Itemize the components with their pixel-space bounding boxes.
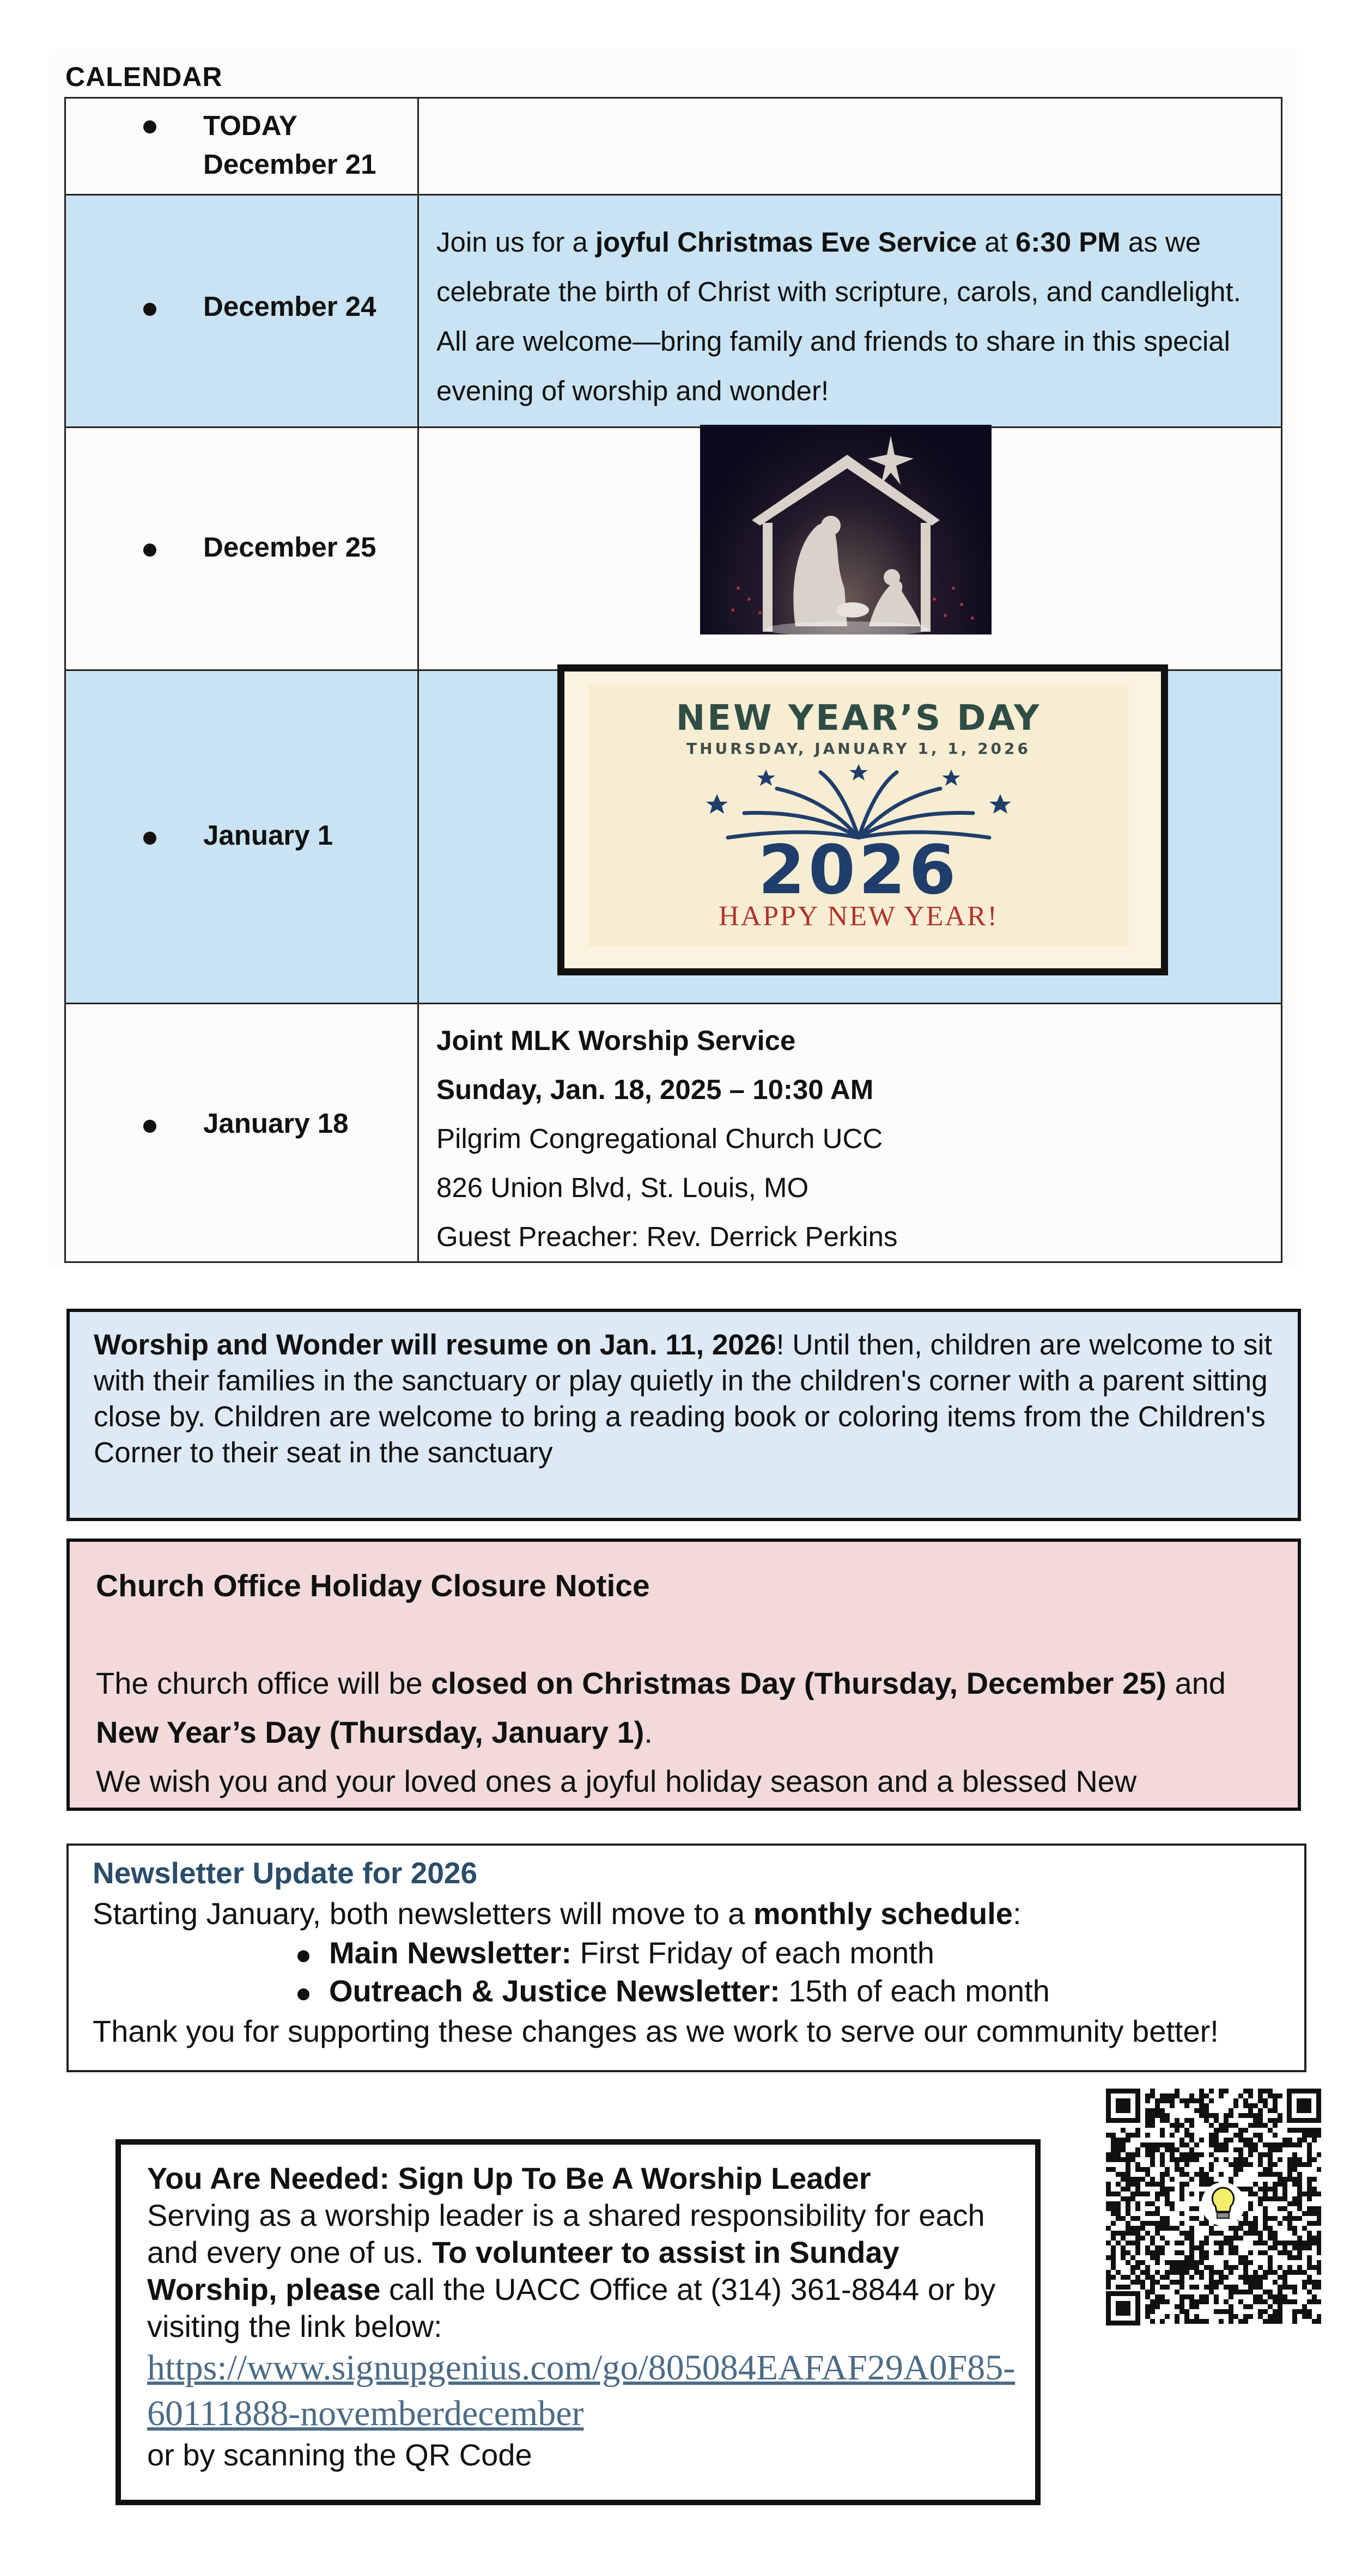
worship-leader-content bbox=[147, 2160, 1024, 2474]
mlk-venue: Pilgrim Congregational Church UCC bbox=[436, 1123, 883, 1154]
worship-leader-closing: or by scanning the QR Code bbox=[147, 2438, 532, 2472]
date-label: January 1 bbox=[203, 820, 333, 851]
newsletter-item-text: First Friday of each month bbox=[571, 1936, 935, 1970]
event-cell bbox=[418, 1004, 1282, 1262]
newsletter-intro bbox=[93, 1896, 1021, 1931]
mlk-datetime: Sunday, Jan. 18, 2025 – 10:30 AM bbox=[436, 1074, 874, 1105]
date-label: January 18 bbox=[203, 1108, 349, 1139]
mlk-service-details bbox=[419, 1004, 1281, 1261]
ny-greeting: HAPPY NEW YEAR! bbox=[719, 901, 999, 932]
bullet-icon bbox=[143, 303, 156, 316]
closure-title: Church Office Holiday Closure Notice bbox=[96, 1568, 650, 1603]
newsletter-item-main bbox=[329, 1935, 934, 1970]
calendar-heading: CALENDAR bbox=[65, 62, 223, 92]
event-text: as we celebrate the birth of Christ with scripture, carols, and candlelight. All are welcome—bring family and friends to share in this special evening of worship and wonder! bbox=[436, 227, 1241, 406]
event-cell bbox=[418, 195, 1282, 428]
newsletter-intro-text: : bbox=[1012, 1896, 1021, 1931]
closure-christmas: closed on Christmas Day (Thursday, December 25) bbox=[431, 1666, 1166, 1700]
nativity-image bbox=[700, 425, 992, 634]
newsletter-item-label: Outreach & Justice Newsletter: bbox=[329, 1974, 780, 2008]
newsletter-item-label: Main Newsletter: bbox=[329, 1936, 571, 1970]
closure-body bbox=[96, 1659, 1278, 1806]
worship-wonder-text bbox=[70, 1312, 1298, 1486]
date-december-21: December 21 bbox=[203, 149, 376, 180]
mlk-address: 826 Union Blvd, St. Louis, MO bbox=[436, 1172, 809, 1203]
closure-text: The church office will be bbox=[96, 1666, 431, 1700]
ny-year: 2026 bbox=[758, 831, 959, 909]
worship-wonder-body: ! Until then, children are welcome to sit with their families in the sanctuary or play quietly in the children's corner with a parent sitting close by. Children are welcome to bring a reading book or coloring items from the Children's Corner to their seat in the sanctuary bbox=[94, 1329, 1272, 1469]
calendar-row-january-18 bbox=[65, 1004, 1282, 1262]
worship-leader-body bbox=[147, 2197, 1024, 2345]
bullet-icon bbox=[143, 1120, 156, 1133]
ny-subtitle: THURSDAY, JANUARY 1, 1, 2026 bbox=[686, 740, 1031, 758]
date-cell bbox=[65, 98, 418, 195]
bullet-icon bbox=[143, 544, 156, 557]
event-cell bbox=[418, 98, 1282, 195]
bullet-icon bbox=[297, 1950, 309, 1962]
closure-text: . bbox=[644, 1715, 653, 1749]
event-time: 6:30 PM bbox=[1016, 227, 1121, 258]
worship-leader-text: call the UACC Office at (314) 361-8844 or by visiting the link below: bbox=[147, 2272, 996, 2343]
newsletter-item-outreach bbox=[329, 1973, 1050, 2009]
qr-code[interactable] bbox=[1106, 2089, 1321, 2325]
date-cell bbox=[65, 670, 418, 1004]
bullet-icon bbox=[143, 832, 156, 845]
date-label: December 25 bbox=[203, 532, 376, 563]
nativity-silhouette-icon bbox=[700, 425, 992, 634]
date-cell bbox=[65, 1004, 418, 1262]
mlk-preacher: Guest Preacher: Rev. Derrick Perkins bbox=[436, 1221, 898, 1252]
event-text: Join us for a bbox=[436, 227, 595, 258]
worship-leader-signup bbox=[115, 2139, 1041, 2505]
date-cell bbox=[65, 195, 418, 428]
worship-wonder-highlight: Worship and Wonder will resume on Jan. 11, 2026 bbox=[94, 1329, 776, 1361]
newsletter-item-text: 15th of each month bbox=[780, 1974, 1050, 2008]
newsletter-title: Newsletter Update for 2026 bbox=[93, 1856, 478, 1890]
worship-leader-call: To volunteer to assist in Sunday Worship, please bbox=[147, 2235, 899, 2306]
closure-text: and bbox=[1166, 1666, 1226, 1700]
ny-title: NEW YEAR’S DAY bbox=[676, 698, 1042, 738]
date-label: December 24 bbox=[203, 291, 376, 322]
newsletter-schedule: monthly schedule bbox=[753, 1896, 1013, 1931]
worship-wonder-notice bbox=[66, 1309, 1301, 1521]
signup-link[interactable]: https://www.signupgenius.com/go/805084EAFAF29A0F85-60111888-novemberdecember bbox=[147, 2348, 1016, 2433]
worship-leader-title: You Are Needed: Sign Up To Be A Worship Leader bbox=[147, 2161, 871, 2195]
newsletter-intro-text: Starting January, both newsletters will move to a bbox=[93, 1896, 753, 1931]
mlk-title: Joint MLK Worship Service bbox=[436, 1025, 796, 1056]
bullet-icon bbox=[143, 120, 156, 133]
newsletter-closing: Thank you for supporting these changes as we work to serve our community better! bbox=[93, 2014, 1219, 2048]
event-highlight: joyful Christmas Eve Service bbox=[595, 227, 977, 258]
worship-leader-text: Serving as a worship leader is a shared responsibility for each and every one of us. bbox=[147, 2198, 985, 2269]
closure-paragraph bbox=[96, 1659, 1278, 1757]
date-label bbox=[203, 106, 376, 184]
calendar-row-december-25 bbox=[65, 428, 1282, 670]
newsletter-update bbox=[66, 1844, 1306, 2072]
calendar-row-december-24 bbox=[65, 195, 1282, 428]
closure-new-year: New Year’s Day (Thursday, January 1) bbox=[96, 1715, 644, 1749]
bullet-icon bbox=[297, 1988, 309, 2000]
office-closure-notice bbox=[66, 1539, 1301, 1811]
closure-wishes: We wish you and your loved ones a joyful holiday season and a blessed New bbox=[96, 1764, 1137, 1798]
date-today: TODAY bbox=[203, 110, 297, 141]
calendar-row-today bbox=[65, 98, 1282, 195]
date-cell bbox=[65, 428, 418, 670]
new-years-day-image bbox=[557, 664, 1168, 975]
christmas-eve-description bbox=[419, 196, 1281, 426]
event-text: at bbox=[977, 227, 1016, 258]
new-years-card bbox=[589, 685, 1128, 947]
